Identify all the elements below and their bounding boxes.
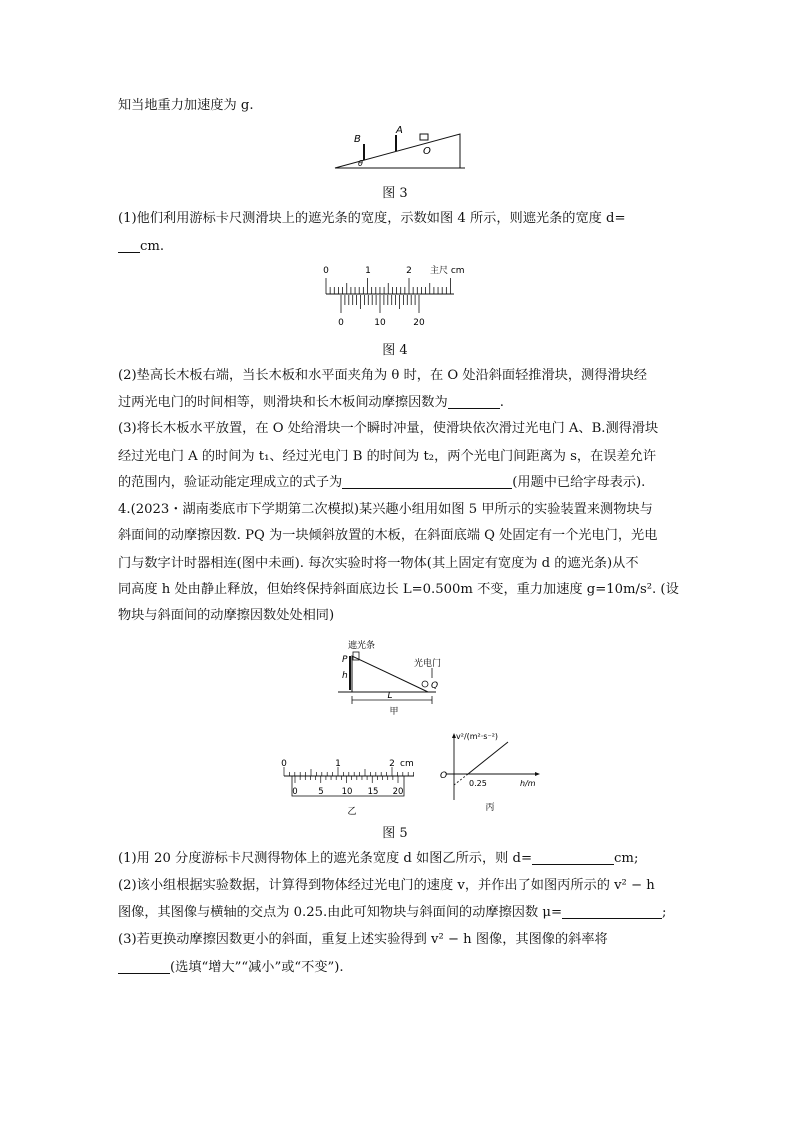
vernier-tick-20: 20 [413, 318, 425, 328]
s3-line-a: (3)若更换动摩擦因数更小的斜面，重复上述实验得到 v² − h 图像，其图像的斜率将 [118, 932, 608, 947]
p4-line-b: 斜面间的动摩擦因数. PQ 为一块倾斜放置的木板，在斜面底端 Q 处固定有一个光电门，光电 [118, 528, 658, 543]
main-tick-2: 2 [389, 759, 395, 769]
label-q: Q [431, 681, 439, 691]
vernier-scale-ticks [341, 295, 419, 313]
origin-label: O [440, 771, 448, 781]
figure-3-incline [330, 122, 470, 174]
figure-5-yi [276, 756, 422, 818]
figure-5-caption: 图 5 [382, 826, 408, 841]
p4-line-c: 门与数字计时器相连(图中未画). 每次实验时将一物体(其上固定有宽度为 d 的遮光条)从不 [118, 556, 639, 571]
vernier-tick-0: 0 [292, 787, 298, 797]
x-axis-arrow [535, 772, 540, 776]
s2-line-a: (2)该小组根据实验数据，计算得到物体经过光电门的速度 v，并作出了如图丙所示的 v² − h [118, 878, 655, 893]
q2-line-b: 过两光电门的时间相等，则滑块和长木板间动摩擦因数为 . [118, 395, 504, 410]
main-unit-label: 主尺 cm [430, 266, 465, 276]
label-theta: θ [358, 159, 363, 168]
main-tick-1: 1 [335, 759, 341, 769]
s3-line-b: (选填“增大”“减小”或“不变”). [118, 958, 344, 978]
answer-blank-d[interactable] [118, 238, 140, 253]
answer-blank-mu[interactable] [448, 394, 500, 409]
label-h: h [342, 671, 348, 681]
answer-blank-mu2[interactable] [562, 904, 662, 919]
vernier-tick-5: 5 [318, 787, 324, 797]
y-axis-label: v²/(m²·s⁻²) [456, 732, 499, 741]
shade-strip-label: 遮光条 [348, 641, 376, 651]
main-tick-2: 2 [406, 266, 412, 276]
q3-line-c: 的范围内，验证动能定理成立的式子为 (用题中已给字母表示). [118, 475, 646, 490]
q2-line-a: (2)垫高长木板右端，当长木板和水平面夹角为 θ 时，在 O 处沿斜面轻推滑块，测得滑块经 [118, 368, 647, 383]
figure-3-caption: 图 3 [382, 186, 408, 201]
fit-line [468, 742, 508, 774]
photogate [422, 681, 428, 687]
intercept-label: 0.25 [469, 779, 487, 788]
label-o: O [423, 146, 431, 157]
figure-4-caption: 图 4 [382, 343, 408, 358]
q1-line-b: cm. [118, 237, 164, 257]
main-scale-ticks [326, 278, 451, 294]
s2-line-b: 图像，其图像与横轴的交点为 0.25.由此可知物块与斜面间的动摩擦因数 μ= ; [118, 905, 667, 920]
unit-label: cm [400, 759, 414, 769]
vernier-tick-10: 10 [374, 318, 386, 328]
label-p: P [342, 655, 348, 665]
vernier-tick-0: 0 [338, 318, 344, 328]
q3-line-a: (3)将长木板水平放置，在 O 处给滑块一个瞬时冲量，使滑块依次滑过光电门 A、B.测得滑块 [118, 421, 659, 436]
label-l: L [387, 691, 393, 701]
x-axis-label: h/m [520, 779, 536, 788]
s1-line: (1)用 20 分度游标卡尺测得物体上的遮光条宽度 d 如图乙所示，则 d= cm; [118, 851, 639, 866]
answer-blank-d2[interactable] [532, 850, 614, 865]
p4-line-e: 物块与斜面间的动摩擦因数处处相同) [118, 608, 335, 623]
label-jia: 甲 [389, 707, 399, 717]
main-tick-0: 0 [281, 759, 287, 769]
label-a: A [396, 125, 403, 136]
photogate-label: 光电门 [414, 659, 442, 669]
vernier-tick-10: 10 [341, 787, 353, 797]
main-tick-1: 1 [365, 266, 371, 276]
slider-block [420, 134, 428, 140]
vernier-tick-15: 15 [367, 787, 379, 797]
main-tick-0: 0 [323, 266, 329, 276]
answer-blank-expression[interactable] [342, 474, 512, 489]
figure-5-bing [436, 730, 544, 816]
label-bing: 丙 [485, 803, 495, 813]
p4-line-a: 4.(2023・湖南娄底市下学期第二次模拟)某兴趣小组用如图 5 甲所示的实验装置来测物块与 [118, 502, 653, 517]
label-yi: 乙 [347, 807, 357, 817]
figure-5-jia [336, 638, 446, 718]
answer-blank-slope[interactable] [118, 959, 170, 974]
fit-line-extension [454, 774, 468, 785]
figure-4-caliper [318, 262, 468, 332]
q3-line-b: 经过光电门 A 的时间为 t₁、经过光电门 B 的时间为 t₂，两个光电门间距离为 s，在误差允许 [118, 449, 657, 464]
q1-line-a: (1)他们利用游标卡尺测滑块上的遮光条的宽度，示数如图 4 所示，则遮光条的宽度 d= [118, 211, 626, 226]
vernier-tick-20: 20 [392, 787, 404, 797]
vernier-scale-ticks [295, 776, 398, 783]
intro-line: 知当地重力加速度为 g. [118, 98, 254, 113]
label-b: B [354, 134, 361, 145]
p4-line-d: 同高度 h 处由静止释放，但始终保持斜面底边长 L=0.500m 不变，重力加速度 g=10m/s². (设 [118, 582, 679, 597]
